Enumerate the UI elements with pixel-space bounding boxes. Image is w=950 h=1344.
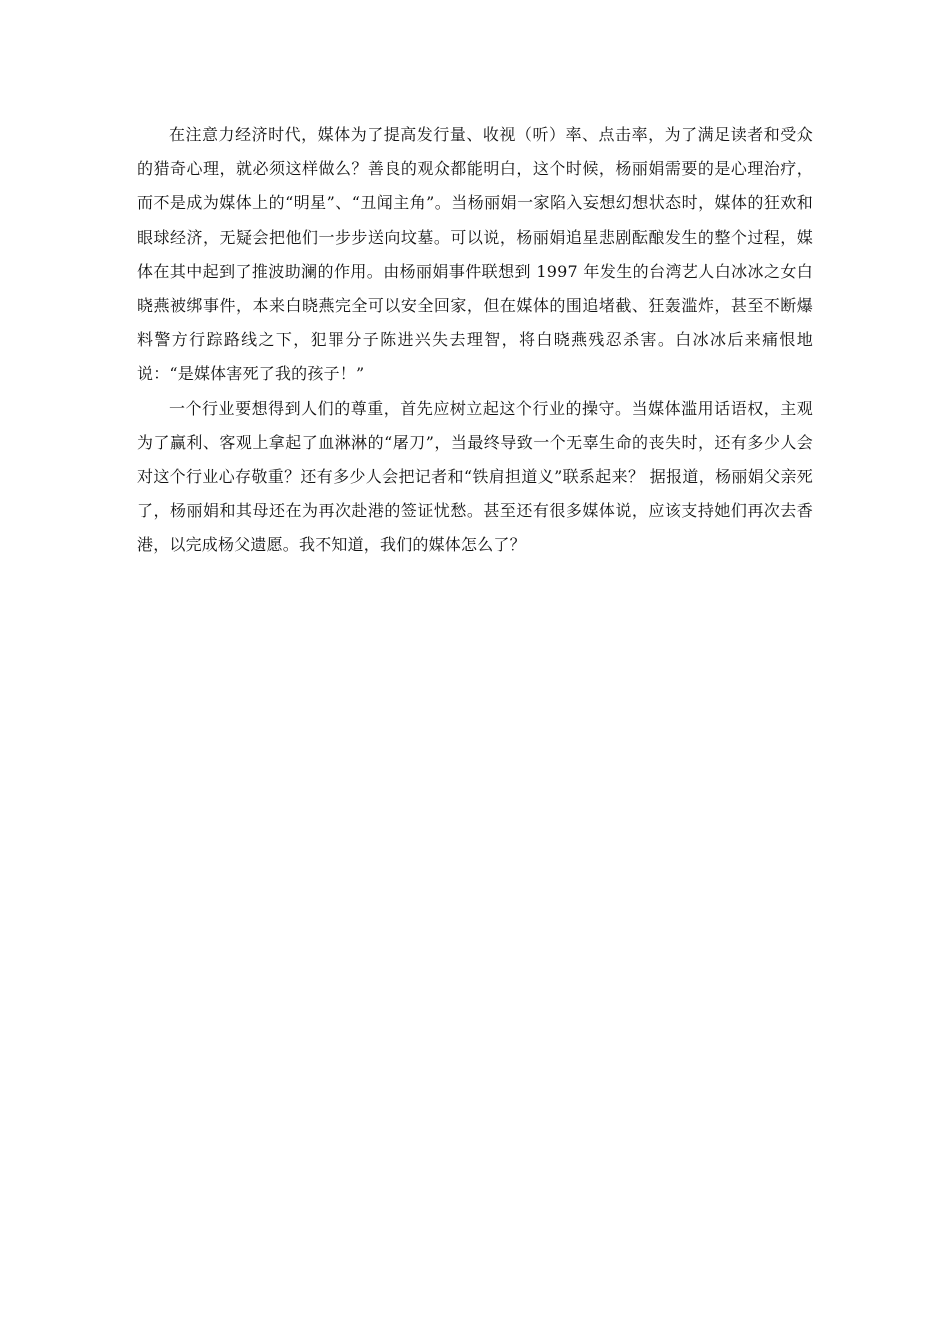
document-body xyxy=(137,118,813,563)
paragraph-1: 在注意力经济时代，媒体为了提高发行量、收视（听）率、点击率，为了满足读者和受众的猎奇心理，就必须这样做么？善良的观众都能明白，这个时候，杨丽娟需要的是心理治疗，而不是成为媒体上的“明星”、“丑闻主角”。当杨丽娟一家陷入妄想幻想状态时，媒体的狂欢和眼球经济，无疑会把他们一步步送向坟墓。可以说，杨丽娟追星悲剧酝酿发生的整个过程，媒体在其中起到了推波助澜的作用。由杨丽娟事件联想到 1997 年发生的台湾艺人白冰冰之女白晓燕被绑事件，本来白晓燕完全可以安全回家，但在媒体的围追堵截、狂轰滥炸，甚至不断爆料警方行踪路线之下，犯罪分子陈进兴失去理智，将白晓燕残忍杀害。白冰冰后来痛恨地说：“是媒体害死了我的孩子！” xyxy=(137,125,813,384)
paragraph-2: 一个行业要想得到人们的尊重，首先应树立起这个行业的操守。当媒体滥用话语权，主观为了赢利、客观上拿起了血淋淋的“屠刀”，当最终导致一个无辜生命的丧失时，还有多少人会对这个行业心存敬重？还有多少人会把记者和“铁肩担道义”联系起来？ 据报道，杨丽娟父亲死了，杨丽娟和其母还在为再次赴港的签证忧愁。甚至还有很多媒体说，应该支持她们再次去香港，以完成杨父遗愿。我不知道，我们的媒体怎么了？ xyxy=(137,398,813,555)
